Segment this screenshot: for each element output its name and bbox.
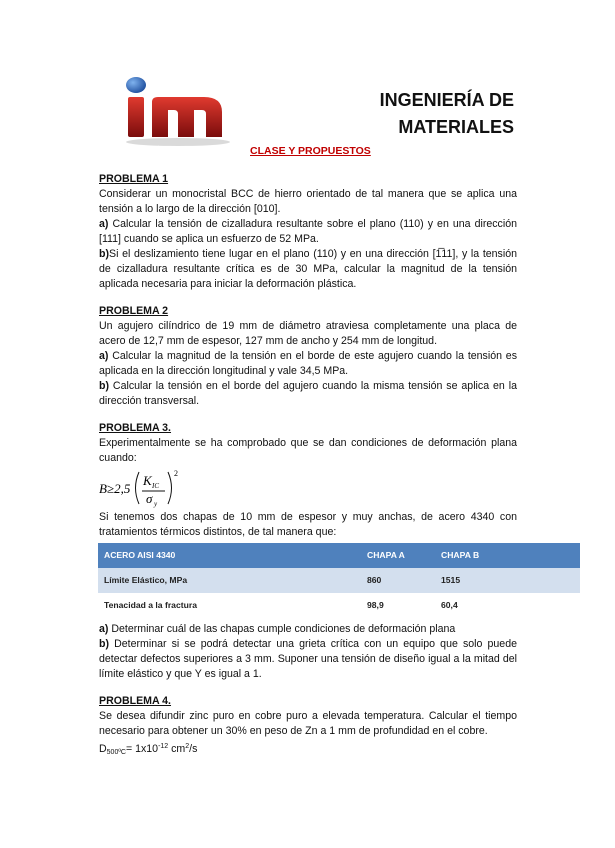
table-header-cell: CHAPA B	[435, 543, 580, 568]
diffusion-coefficient	[99, 739, 517, 760]
d-unit-exponent: 2	[185, 743, 190, 750]
formula-exponent: 2	[174, 469, 178, 478]
table-cell: Tenacidad a la fractura	[98, 593, 361, 618]
problem-2-intro: Un agujero cilíndrico de 19 mm de diámetro atraviesa completamente una placa de acero de 12,7 mm de espesor, 127 mm de ancho y 254 mm de longitud.	[99, 320, 517, 347]
problem-4-intro: Se desea difundir zinc puro en cobre puro a elevada temperatura. Calcular el tiempo necesario para obtener un 30% en peso de Zn a 1 mm de profundidad en el cobre.	[99, 710, 517, 737]
problem-1-title: PROBLEMA 1	[99, 173, 169, 185]
title-line-2: MATERIALES	[398, 117, 514, 137]
problem-3-text: Si tenemos dos chapas de 10 mm de espesor y muy anchas, de acero 4340 con tratamientos térmicos distintos, de tal manera que:	[99, 511, 517, 538]
part-b-label: b)	[99, 638, 109, 650]
table-header-row	[98, 543, 580, 568]
d-exponent: -12	[158, 743, 169, 750]
problem-3-part-a	[99, 622, 517, 637]
part-b-label: b)	[99, 248, 109, 260]
table-cell: 60,4	[435, 593, 580, 618]
plane-strain-formula	[99, 466, 517, 510]
part-b-text: Determinar si se podrá detectar una grieta crítica con un equipo que solo puede detectar defectos superiores a 3 mm. Suponer una tensión de diseño igual a la mitad del límite elástico y que Y es igual a 1.	[99, 638, 517, 680]
document-body	[99, 172, 517, 760]
table-cell: Límite Elástico, MPa	[98, 568, 361, 593]
table-row	[98, 568, 580, 593]
problem-1-intro: Considerar un monocristal BCC de hierro orientado de tal manera que se aplica una tensión a lo largo de la dirección [010].	[99, 188, 517, 215]
d-value: = 1x10	[125, 743, 159, 755]
steel-properties-table	[98, 543, 580, 618]
problem-4-title: PROBLEMA 4.	[99, 695, 172, 707]
page-title	[380, 87, 514, 141]
table-header-cell: ACERO AISI 4340	[98, 543, 361, 568]
d-unit-tail: /s	[189, 743, 198, 755]
part-a-text: Calcular la magnitud de la tensión en el borde de este agujero cuando la tensión es aplicada en la dirección longitudinal y vale 34,5 MPa.	[99, 350, 517, 377]
formula-denominator-subscript: y	[154, 500, 158, 508]
problem-1-part-b	[99, 247, 517, 292]
problem-3-part-b	[99, 637, 517, 682]
title-line-1: INGENIERÍA DE	[379, 90, 514, 110]
d-unit: cm	[168, 743, 186, 755]
table-header-cell: CHAPA A	[361, 543, 435, 568]
d-symbol: D	[99, 743, 107, 755]
part-a-label: a)	[99, 218, 109, 230]
part-b-label: b)	[99, 380, 109, 392]
logo-text: im	[158, 146, 160, 147]
table-cell: 98,9	[361, 593, 435, 618]
part-a-text: Calcular la tensión de cizalladura resultante sobre el plano (110) y en una dirección [111] cuando se aplica un esfuerzo de 52 MPa.	[99, 218, 517, 245]
problem-3-title: PROBLEMA 3.	[99, 422, 172, 434]
subtitle: CLASE Y PROPUESTOS	[250, 145, 371, 157]
table-cell: 1515	[435, 568, 580, 593]
formula-lhs: B≥2,5	[99, 481, 131, 496]
problem-1-part-a	[99, 217, 517, 247]
im-logo-graphic	[118, 72, 238, 152]
part-b-text: Calcular la tensión en el borde del agujero cuando la misma tensión se aplica en la dirección transversal.	[99, 380, 517, 407]
part-b-text: Si el deslizamiento tiene lugar en el plano (110) y en una dirección [1̅11], y la tensión de cizalladura resultante crítica es de 30 MPa, calcular la magnitud de la tensión aplicada necesaria para iniciar la deformación plástica.	[99, 248, 517, 290]
formula-numerator-subscript: IC	[152, 482, 159, 490]
table-row	[98, 593, 580, 618]
problem-3-intro: Experimentalmente se ha comprobado que se dan condiciones de deformación plana cuando:	[99, 437, 517, 464]
problem-2-part-b	[99, 379, 517, 409]
logo	[118, 72, 238, 152]
formula-graphic	[99, 466, 219, 510]
problem-2-part-a	[99, 349, 517, 379]
part-a-text: Determinar cuál de las chapas cumple condiciones de deformación plana	[108, 623, 456, 635]
d-subscript: 500ºC	[106, 749, 126, 756]
formula-numerator: K	[143, 473, 152, 488]
part-a-label: a)	[99, 623, 109, 635]
part-a-label: a)	[99, 350, 109, 362]
table-cell: 860	[361, 568, 435, 593]
formula-denominator: σ	[146, 491, 153, 506]
problem-2-title: PROBLEMA 2	[99, 305, 169, 317]
